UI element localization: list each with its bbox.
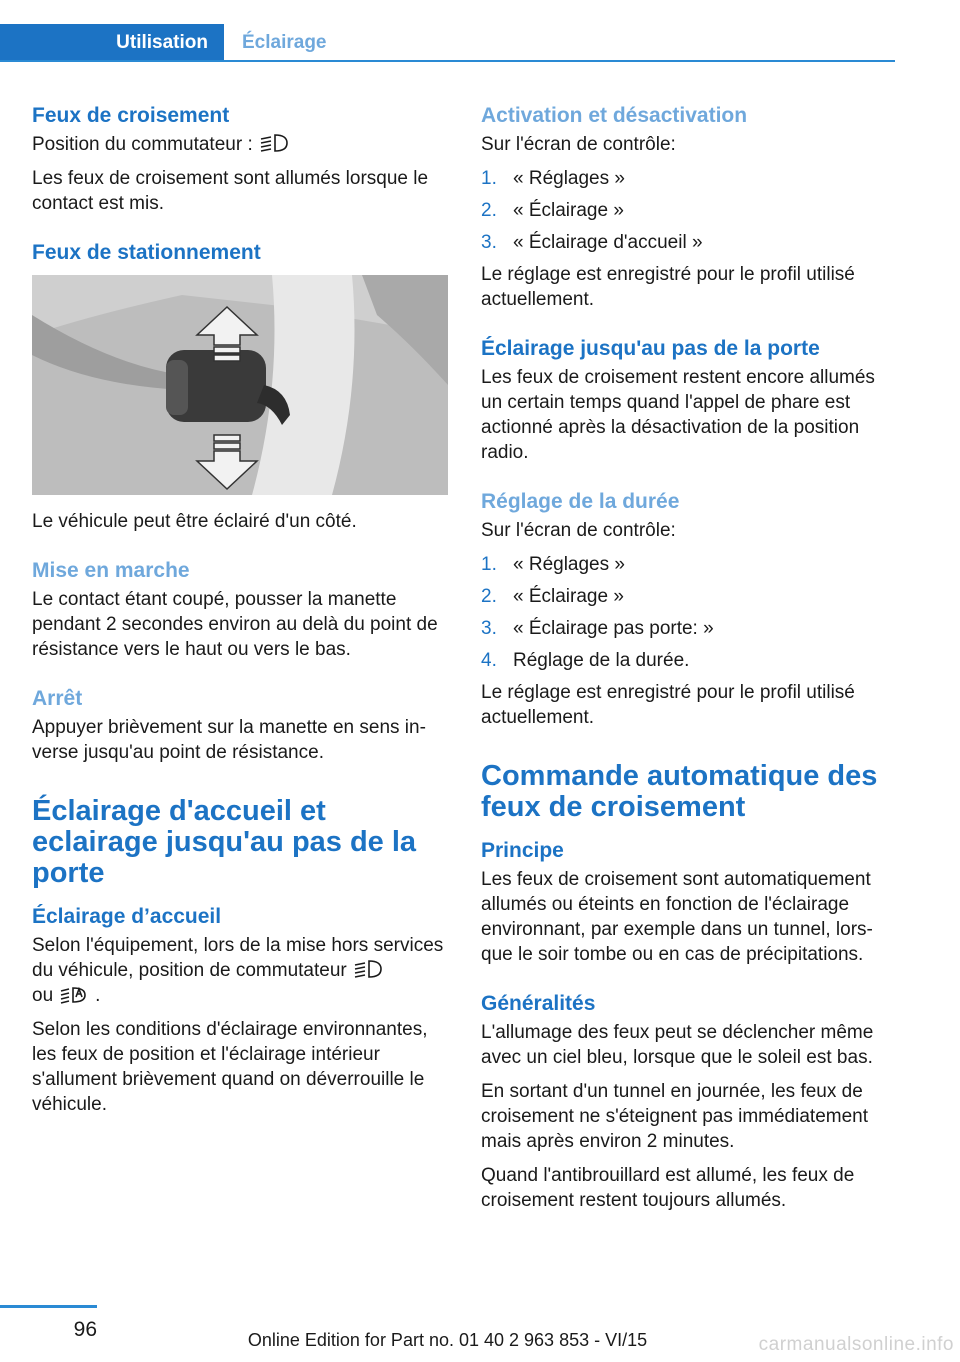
footer-edition: Online Edition for Part no. 01 40 2 963 853 - VI/15: [247, 1330, 648, 1350]
para-equipement: [32, 933, 448, 1008]
heading-eclairage-accueil-section: Éclairage d'accueil et eclairage jusqu'au pas de la porte: [32, 795, 417, 889]
heading-reglage-duree: Réglage de la durée: [481, 490, 680, 513]
para-profil-2: Le réglage est enregistré pour le profil utilisé actuellement.: [481, 682, 855, 728]
heading-feux-stationnement: Feux de stationnement: [32, 241, 261, 264]
para-generalites-2: En sortant d'un tunnel en journée, les feux de croisement ne s'éteignent pas immédiatement mais après environ 2 minutes.: [481, 1081, 868, 1152]
header-rule: [0, 60, 895, 62]
tab-utilisation[interactable]: Utilisation: [0, 24, 224, 62]
para-equipement-ou: ou: [32, 985, 54, 1006]
steps-list-2: [481, 552, 895, 673]
lever-illustration: [32, 275, 448, 495]
steps-list-1: [481, 166, 895, 255]
heading-commande-auto: Commande automatique des feux de croisement: [481, 760, 878, 823]
para-ecran-1: Sur l'écran de contrôle:: [481, 134, 676, 155]
heading-generalites: Généralités: [481, 992, 596, 1015]
para-position: [32, 132, 448, 157]
heading-pas-de-porte: Éclairage jusqu'au pas de la porte: [481, 337, 820, 360]
tab-eclairage[interactable]: Éclairage: [242, 32, 327, 53]
para-ecran-2: Sur l'écran de contrôle:: [481, 520, 676, 541]
page-number: 96: [73, 1318, 97, 1341]
heading-principe: Principe: [481, 839, 564, 862]
para-equipement-text: Selon l'équipement, lors de la mise hors services du véhicule, position de commutateur: [32, 935, 444, 981]
para-porte: Les feux de croisement restent encore allumés un certain temps quand l'appel de phare est actionné après la désactivation de la position radio.: [481, 367, 875, 463]
para-position-text: Position du commutateur :: [32, 134, 253, 155]
para-generalites-1: L'allumage des feux peut se déclencher même avec un ciel bleu, lorsque que le soleil est bas.: [481, 1022, 874, 1068]
para-profil-1: Le réglage est enregistré pour le profil utilisé actuellement.: [481, 264, 855, 310]
para-principe: Les feux de croisement sont automatiquement allumés ou éteints en fonction de l'éclairage environnant, par exemple dans un tunnel, lorsque le soir tombe ou en cas de précipitations.: [481, 869, 873, 965]
para-arret: Appuyer brièvement sur la manette en sens inverse jusqu'au point de résistance.: [32, 717, 426, 763]
list-item: 1. « Réglages »: [481, 554, 625, 575]
heading-arret: Arrêt: [32, 687, 83, 710]
heading-eclairage-accueil: Éclairage d’accueil: [32, 905, 222, 928]
para-marche: Le contact étant coupé, pousser la manette pendant 2 secondes environ au delà du point de résistance vers le haut ou vers le bas.: [32, 589, 438, 660]
auto-headlight-icon: [59, 984, 89, 1004]
para-conditions: Selon les conditions d'éclairage environnantes, les feux de position et l'éclairage intérieur s'allument brièvement quand on déverrouille le véhicule.: [32, 1019, 428, 1115]
footer-rule: [0, 1305, 97, 1308]
list-item: 2. « Éclairage »: [481, 200, 624, 221]
para-allumes: Les feux de croisement sont allumés lorsque le contact est mis.: [32, 168, 429, 214]
para-equipement-fin: .: [95, 985, 101, 1006]
watermark: carmanualsonline.info: [758, 1334, 954, 1355]
para-generalites-3: Quand l'antibrouillard est allumé, les feux de croisement restent toujours allumés.: [481, 1165, 855, 1211]
list-item: 4. Réglage de la durée.: [481, 650, 690, 671]
low-beam-icon: [353, 959, 383, 979]
heading-feux-croisement: Feux de croisement: [32, 104, 230, 127]
right-column: [481, 100, 895, 1222]
list-item: 3. « Éclairage pas porte: »: [481, 618, 714, 639]
left-column: [32, 100, 448, 1126]
page-header: [0, 24, 895, 62]
list-item: 1. « Réglages »: [481, 168, 625, 189]
heading-mise-en-marche: Mise en marche: [32, 559, 190, 582]
list-item: 3. « Éclairage d'accueil »: [481, 232, 703, 253]
low-beam-icon: [259, 133, 289, 153]
list-item: 2. « Éclairage »: [481, 586, 624, 607]
heading-activation: Activation et désactivation: [481, 104, 748, 127]
para-cote: Le véhicule peut être éclairé d'un côté.: [32, 511, 357, 532]
